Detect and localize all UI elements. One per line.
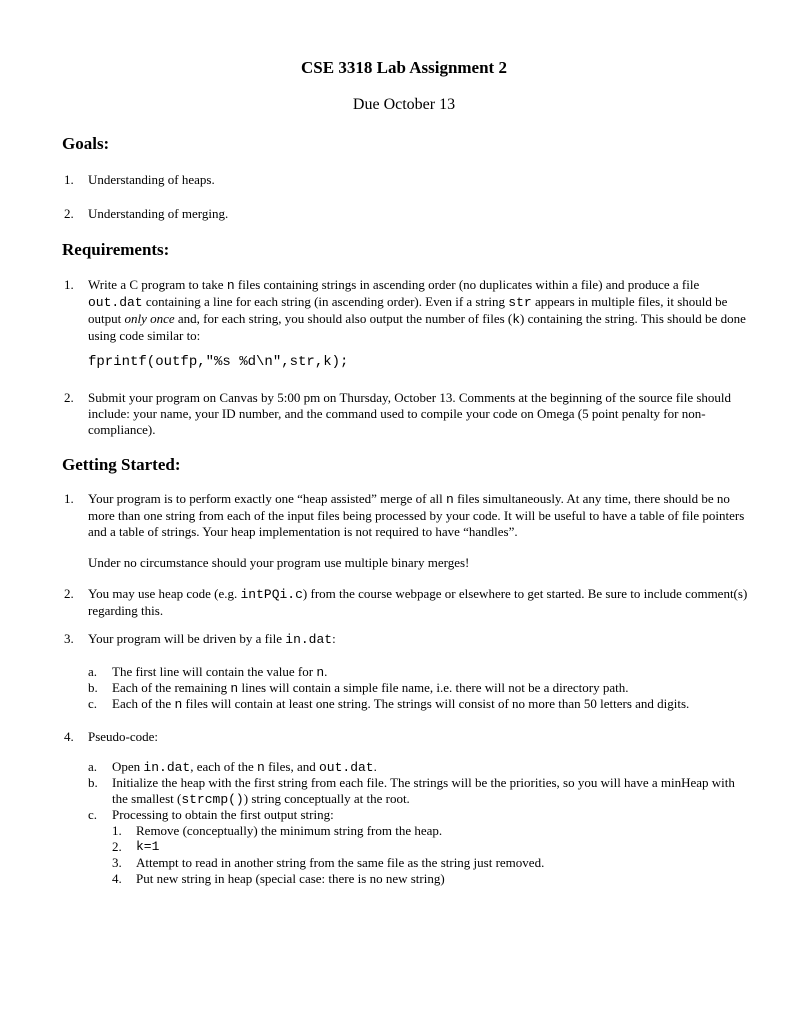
step-4-text: Pseudo-code: xyxy=(88,729,159,744)
pseudo-step-1-text: Remove (conceptually) the minimum string from the heap. xyxy=(136,823,443,838)
step-4b-text: Initialize the heap with the first string from each file. The strings will be the priorities, so you will have a minHeap with the smallest (strcmp()) string conceptually at the root. xyxy=(112,775,735,807)
goals-heading: Goals: xyxy=(62,134,110,153)
step-2-number: 2. xyxy=(64,586,74,601)
step-1-number: 1. xyxy=(64,491,74,506)
document-title: CSE 3318 Lab Assignment 2 xyxy=(301,58,507,77)
goal-2-number: 2. xyxy=(64,206,74,221)
due-date: Due October 13 xyxy=(352,96,456,113)
step-4-number: 4. xyxy=(64,729,74,744)
fprintf-code-line: fprintf(outfp,"%s %d\n",str,k); xyxy=(88,354,349,370)
pseudo-step-2-number: 2. xyxy=(112,839,122,854)
requirement-2-number: 2. xyxy=(64,390,74,405)
goal-2-text: Understanding of merging. xyxy=(88,206,229,221)
requirement-2-text: Submit your program on Canvas by 5:00 pm on Thursday, October 13. Comments at the beginning of the source file should include: your name, your ID number, and the command used to compile your code on Omega (5 point penalty for non-compliance). xyxy=(88,390,732,437)
step-3c-label: c. xyxy=(88,696,98,711)
pseudo-step-3-number: 3. xyxy=(112,855,122,870)
step-3b-label: b. xyxy=(88,680,98,695)
step-4c-text: Processing to obtain the first output string: xyxy=(112,807,334,822)
getting-started-heading: Getting Started: xyxy=(62,455,181,474)
step-3b-text: Each of the remaining n lines will contain a simple file name, i.e. there will not be a directory path. xyxy=(112,680,629,696)
step-1-note: Under no circumstance should your program use multiple binary merges! xyxy=(88,555,470,570)
step-4c-label: c. xyxy=(88,807,98,822)
pseudo-step-4-text: Put new string in heap (special case: there is no new string) xyxy=(136,871,445,886)
step-3-number: 3. xyxy=(64,631,74,646)
step-4a-label: a. xyxy=(88,759,98,774)
requirement-1-number: 1. xyxy=(64,277,74,292)
goal-1-text: Understanding of heaps. xyxy=(88,172,215,187)
pseudo-step-2-text: k=1 xyxy=(136,839,160,854)
step-2-text: You may use heap code (e.g. intPQi.c) from the course webpage or elsewhere to get started. Be sure to include comment(s) regarding this. xyxy=(88,586,748,618)
requirement-1-text: Write a C program to take n files containing strings in ascending order (no duplicates within a file) and produce a file out.dat containing a line for each string (in ascending order). Even if a string str appears in multiple files, it should be output only once and, for each string, you should also output the number of files (k) containing the string. This should be done using code similar to: xyxy=(88,277,746,343)
step-3c-text: Each of the n files will contain at least one string. The strings will consist of no more than 50 letters and digits. xyxy=(112,696,690,712)
pseudo-step-3-text: Attempt to read in another string from the same file as the string just removed. xyxy=(136,855,545,870)
pseudo-step-4-number: 4. xyxy=(112,871,122,886)
step-4b-label: b. xyxy=(88,775,98,790)
pseudo-step-1-number: 1. xyxy=(112,823,122,838)
step-3-text: Your program will be driven by a file in.dat: xyxy=(88,631,336,647)
step-1-text: Your program is to perform exactly one “heap assisted” merge of all n files simultaneously. At any time, there should be no more than one string from each of the input files being processed by your code. It will be useful to have a table of file pointers and a table of strings. Your heap implementation is not required to have “handles”. xyxy=(88,491,745,539)
step-4a-text: Open in.dat, each of the n files, and out.dat. xyxy=(112,759,377,775)
goal-1-number: 1. xyxy=(64,172,74,187)
step-3a-text: The first line will contain the value for n. xyxy=(112,664,328,680)
step-3a-label: a. xyxy=(88,664,98,679)
requirements-heading: Requirements: xyxy=(62,240,170,259)
